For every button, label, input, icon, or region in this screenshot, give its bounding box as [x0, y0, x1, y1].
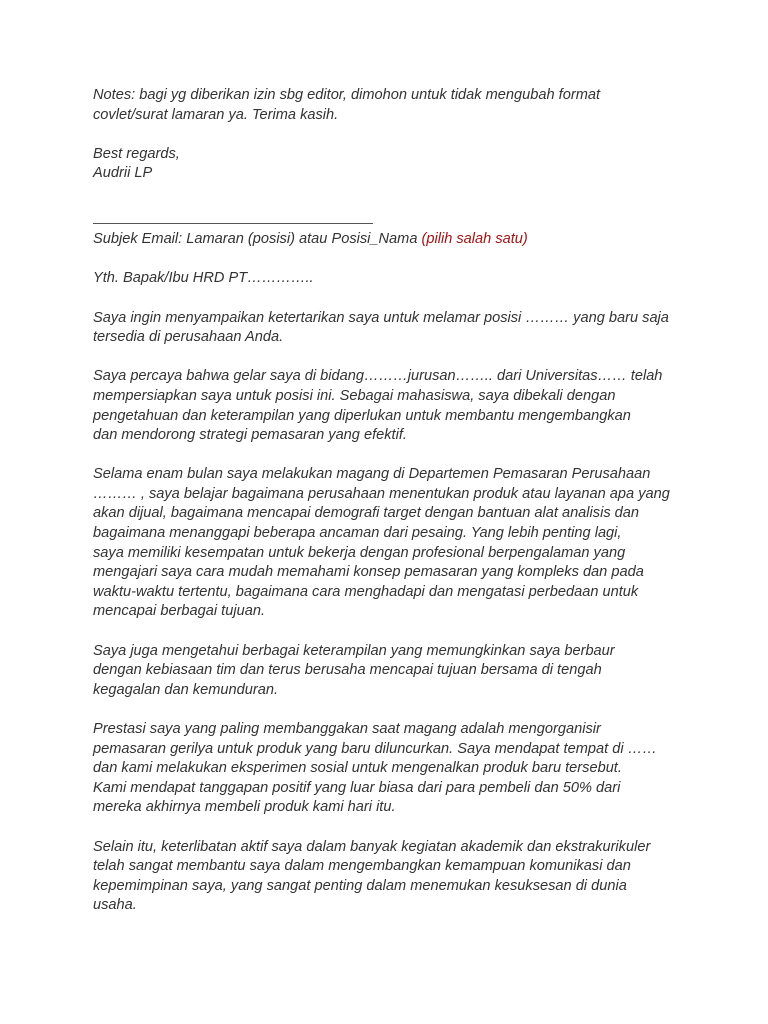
- subject-hint: (pilih salah satu): [421, 231, 528, 248]
- paragraph-line: mereka akhirnya membeli produk kami hari itu.: [93, 799, 396, 816]
- body-paragraph: [93, 720, 680, 818]
- paragraph-line: Selama enam bulan saya melakukan magang di Departemen Pemasaran Perusahaan: [93, 466, 651, 483]
- regards-text: Best regards,: [93, 145, 180, 162]
- notes-line: Notes: bagi yg diberikan izin sbg editor, dimohon untuk tidak mengubah format: [93, 87, 601, 103]
- body-paragraph: [93, 309, 680, 348]
- paragraph-line: telah sangat membantu saya dalam mengembangkan kemampuan komunikasi dan: [93, 858, 631, 875]
- paragraph-line: akan dijual, bagaimana mencapai demografi target dengan bantuan alat analisis dan: [93, 505, 640, 522]
- subject-text: Subjek Email: Lamaran (posisi) atau Posisi_Nama: [93, 231, 418, 248]
- paragraph-line: ……… , saya belajar bagaimana perusahaan menentukan produk atau layanan apa yang: [93, 485, 670, 502]
- body-paragraph: [93, 367, 680, 445]
- body-paragraph: [93, 465, 680, 622]
- paragraph-line: tersedia di perusahaan Anda.: [93, 329, 284, 346]
- salutation: [93, 269, 680, 289]
- paragraph-line: pemasaran gerilya untuk produk yang baru diluncurkan. Saya mendapat tempat di ……: [93, 740, 657, 757]
- paragraph-line: pengetahuan dan keterampilan yang diperlukan untuk membantu mengembangkan: [93, 407, 631, 424]
- paragraph-line: usaha.: [93, 897, 137, 914]
- paragraph-line: dan mendorong strategi pemasaran yang efektif.: [93, 427, 407, 444]
- paragraph-line: Saya percaya bahwa gelar saya di bidang………jurusan…….. dari Universitas…… telah: [93, 368, 663, 385]
- divider-line: [93, 223, 373, 224]
- email-subject: [93, 230, 680, 250]
- paragraph-line: Prestasi saya yang paling membanggakan saat magang adalah mengorganisir: [93, 721, 601, 737]
- paragraph-line: Selain itu, keterlibatan aktif saya dalam banyak kegiatan akademik dan ekstrakurikuler: [93, 838, 651, 855]
- paragraph-line: Kami mendapat tanggapan positif yang luar biasa dari para pembeli dan 50% dari: [93, 779, 621, 796]
- salutation-text: Yth. Bapak/Ibu HRD PT…………..: [93, 270, 314, 287]
- paragraph-line: kegagalan dan kemunduran.: [93, 681, 278, 698]
- paragraph-line: Saya ingin menyampaikan ketertarikan saya untuk melamar posisi ……… yang baru saja: [93, 309, 669, 326]
- author-name: Audrii LP: [93, 165, 153, 182]
- paragraph-line: dengan kebiasaan tim dan terus berusaha mencapai tujuan bersama di tengah: [93, 662, 602, 679]
- paragraph-line: mengajari saya cara mudah memahami konsep pemasaran yang kompleks dan pada: [93, 564, 644, 581]
- letter-body: [93, 309, 680, 916]
- paragraph-line: mempersiapkan saya untuk posisi ini. Sebagai mahasiswa, saya dibekali dengan: [93, 387, 616, 404]
- paragraph-line: bagaimana menanggapi beberapa ancaman dari pesaing. Yang lebih penting lagi,: [93, 525, 622, 542]
- paragraph-line: kepemimpinan saya, yang sangat penting dalam menemukan kesuksesan di dunia: [93, 877, 627, 894]
- body-paragraph: [93, 642, 680, 701]
- notes-line: covlet/surat lamaran ya. Terima kasih.: [93, 106, 339, 123]
- editor-notes: [93, 86, 680, 125]
- paragraph-line: mencapai berbagai tujuan.: [93, 603, 266, 620]
- sign-off: [93, 145, 680, 184]
- paragraph-line: Saya juga mengetahui berbagai keterampilan yang memungkinkan saya berbaur: [93, 642, 615, 659]
- paragraph-line: saya memiliki kesempatan untuk bekerja dengan profesional berpengalaman yang: [93, 544, 626, 561]
- paragraph-line: dan kami melakukan eksperimen sosial untuk mengenalkan produk baru tersebut.: [93, 760, 622, 777]
- paragraph-line: waktu-waktu tertentu, bagaimana cara menghadapi dan mengatasi perbedaan untuk: [93, 583, 639, 600]
- body-paragraph: [93, 838, 680, 916]
